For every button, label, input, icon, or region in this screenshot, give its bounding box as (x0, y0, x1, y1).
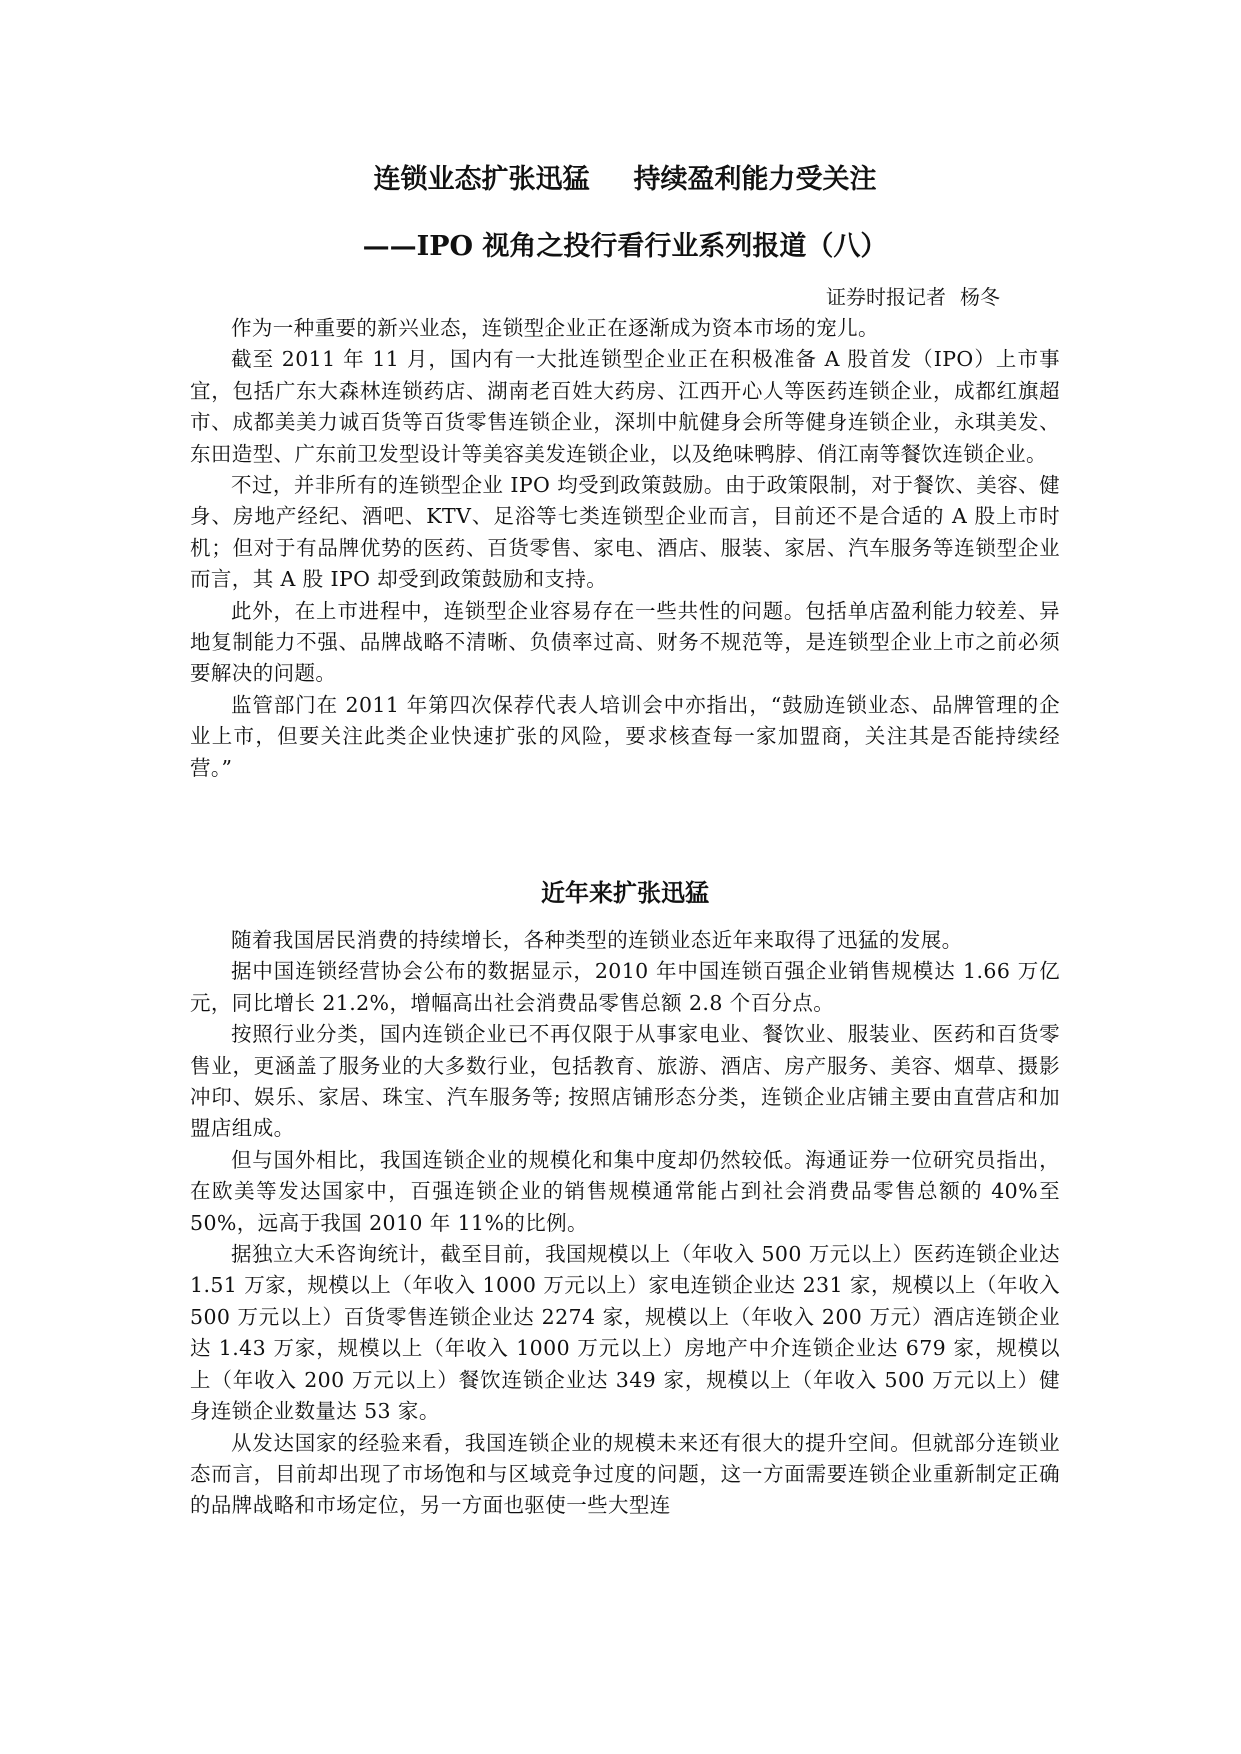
paragraph: 不过，并非所有的连锁型企业 IPO 均受到政策鼓励。由于政策限制，对于餐饮、美容、健身、房地产经纪、酒吧、KTV、足浴等七类连锁型企业而言，目前还不是合适的 A 股上市时机；但对于有品牌优势的医药、百货零售、家电、酒店、服装、家居、汽车服务等连锁型企业而言，其 A 股 IPO 却受到政策鼓励和支持。 (190, 473, 1060, 592)
paragraph: 按照行业分类，国内连锁企业已不再仅限于从事家电业、餐饮业、服装业、医药和百货零售业，更涵盖了服务业的大多数行业，包括教育、旅游、酒店、房产服务、美容、烟草、摄影冲印、娱乐、家居、珠宝、汽车服务等; 按照店铺形态分类，连锁企业店铺主要由直营店和加盟店组成。 (190, 1022, 1060, 1141)
article-title-part1: 连锁业态扩张迅猛 (373, 164, 590, 195)
body-section-expansion (190, 925, 1060, 1522)
paragraph: 随着我国居民消费的持续增长，各种类型的连锁业态近年来取得了迅猛的发展。 (231, 928, 963, 952)
article-subtitle: ——IPO 视角之投行看行业系列报道（八） (362, 231, 888, 262)
body-section-intro (190, 313, 1060, 784)
paragraph: 据独立大禾咨询统计，截至目前，我国规模以上（年收入 500 万元以上）医药连锁企业达 1.51 万家，规模以上（年收入 1000 万元以上）家电连锁企业达 231 家，规模以上（年收入 500 万元以上）百货零售连锁企业达 2274 家，规模以上（年收入 200 万元）酒店连锁企业达 1.43 万家，规模以上（年收入 1000 万元以上）房地产中介连锁企业达 679 家，规模以上（年收入 200 万元以上）餐饮连锁企业达 349 家，规模以上（年收入 500 万元以上）健身连锁企业数量达 53 家。 (190, 1242, 1060, 1424)
byline-role: 证券时报记者 (826, 285, 946, 309)
byline (826, 282, 1000, 312)
byline-name: 杨冬 (960, 285, 1000, 309)
paragraph: 监管部门在 2011 年第四次保荐代表人培训会中亦指出，“鼓励连锁业态、品牌管理的企业上市，但要关注此类企业快速扩张的风险，要求核查每一家加盟商，关注其是否能持续经营。” (190, 692, 1060, 780)
section-heading: 近年来扩张迅猛 (541, 878, 709, 907)
paragraph: 但与国外相比，我国连锁企业的规模化和集中度却仍然较低。海通证券一位研究员指出，在欧美等发达国家中，百强连锁企业的销售规模通常能占到社会消费品零售总额的 40%至 50%，远高于我国 2010 年 11%的比例。 (190, 1147, 1060, 1235)
paragraph: 截至 2011 年 11 月，国内有一大批连锁型企业正在积极准备 A 股首发（IPO）上市事宜，包括广东大森林连锁药店、湖南老百姓大药房、江西开心人等医药连锁企业，成都红旗超市、成都美美力诚百货等百货零售连锁企业，深圳中航健身会所等健身连锁企业，永琪美发、东田造型、广东前卫发型设计等美容美发连锁企业，以及绝味鸭脖、俏江南等餐饮连锁企业。 (190, 347, 1060, 466)
article-title-part2: 持续盈利能力受关注 (633, 164, 877, 195)
article-title (190, 160, 1060, 200)
paragraph: 从发达国家的经验来看，我国连锁企业的规模未来还有很大的提升空间。但就部分连锁业态而言，目前却出现了市场饱和与区域竞争过度的问题，这一方面需要连锁企业重新制定正确的品牌战略和市场定位，另一方面也驱使一些大型连 (190, 1430, 1060, 1518)
paragraph: 据中国连锁经营协会公布的数据显示，2010 年中国连锁百强企业销售规模达 1.66 万亿元，同比增长 21.2%，增幅高出社会消费品零售总额 2.8 个百分点。 (190, 959, 1060, 1015)
paragraph: 此外，在上市进程中，连锁型企业容易存在一些共性的问题。包括单店盈利能力较差、异地复制能力不强、品牌战略不清晰、负债率过高、财务不规范等，是连锁型企业上市之前必须要解决的问题。 (190, 598, 1060, 686)
paragraph: 作为一种重要的新兴业态，连锁型企业正在逐渐成为资本市场的宠儿。 (231, 316, 879, 340)
